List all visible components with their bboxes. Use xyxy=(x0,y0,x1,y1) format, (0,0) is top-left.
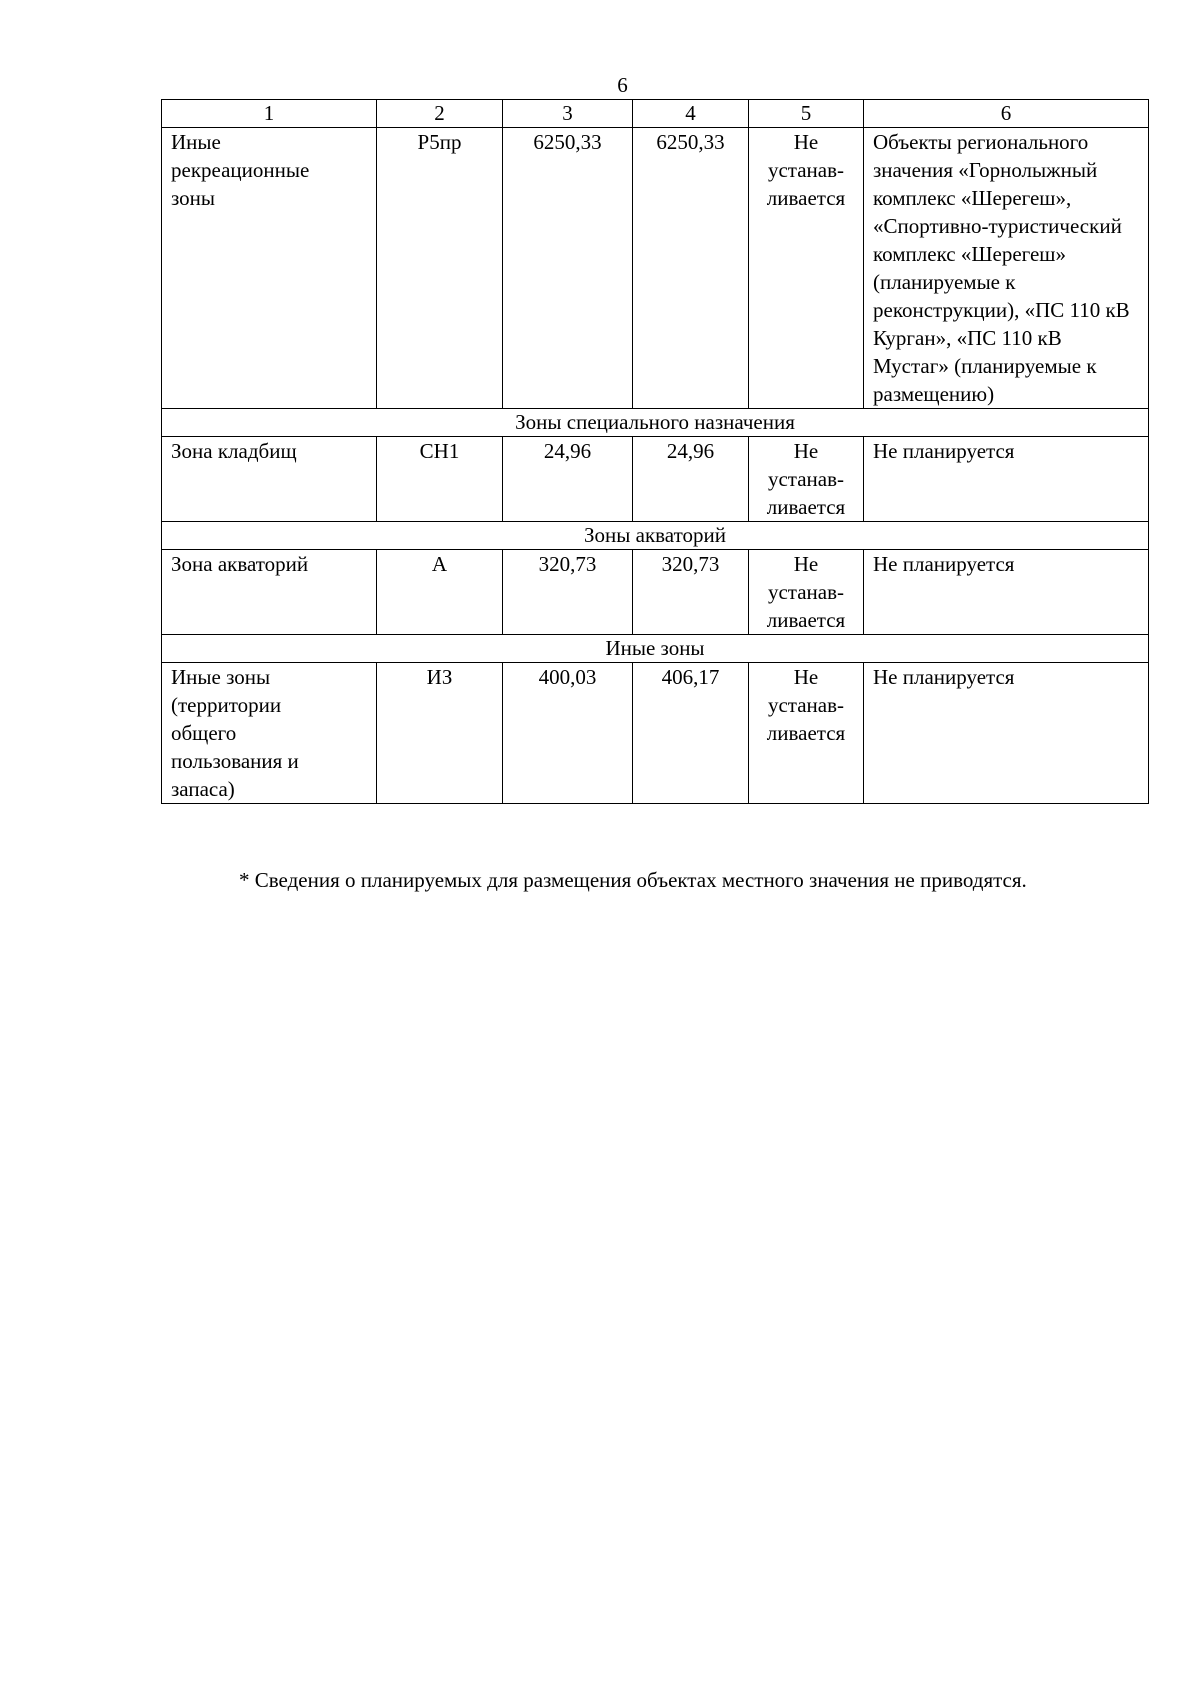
zone-name: Иные зоны (территории общего пользования и запаса) xyxy=(162,663,377,804)
section-row xyxy=(162,635,1149,663)
header-col-5: 5 xyxy=(749,100,864,128)
zone-name: Иные рекреационные зоны xyxy=(162,128,377,409)
section-row xyxy=(162,409,1149,437)
zone-area-current: 400,03 xyxy=(503,663,633,804)
zone-area-current: 320,73 xyxy=(503,550,633,635)
section-row xyxy=(162,522,1149,550)
header-row xyxy=(162,100,1149,128)
zone-area-current: 24,96 xyxy=(503,437,633,522)
page-number: 6 xyxy=(617,73,628,97)
zone-code: А xyxy=(377,550,503,635)
zone-area-planned: 406,17 xyxy=(633,663,749,804)
table-row xyxy=(162,663,1149,804)
section-title-special: Зоны специального назначения xyxy=(162,409,1149,437)
header-col-4: 4 xyxy=(633,100,749,128)
zone-name: Зона кладбищ xyxy=(162,437,377,522)
zone-objects: Объекты регионального значения «Горнолыжный комплекс «Шерегеш», «Спортивно-туристический комплекс «Шерегеш» (планируемые к реконструкции), «ПС 110 кВ Курган», «ПС 110 кВ Мустаг» (планируемые к размещению) xyxy=(864,128,1149,409)
zone-code: СН1 xyxy=(377,437,503,522)
header-col-6: 6 xyxy=(864,100,1149,128)
zone-area-planned: 6250,33 xyxy=(633,128,749,409)
zones-table xyxy=(161,99,1149,804)
table-row xyxy=(162,437,1149,522)
zone-objects: Не планируется xyxy=(864,663,1149,804)
zone-code: ИЗ xyxy=(377,663,503,804)
zone-param: Не устанав- ливается xyxy=(749,663,864,804)
zone-area-planned: 24,96 xyxy=(633,437,749,522)
table-row xyxy=(162,128,1149,409)
header-col-3: 3 xyxy=(503,100,633,128)
zone-area-current: 6250,33 xyxy=(503,128,633,409)
zone-param: Не устанав- ливается xyxy=(749,550,864,635)
zone-objects: Не планируется xyxy=(864,550,1149,635)
zone-code: Р5пр xyxy=(377,128,503,409)
section-title-other: Иные зоны xyxy=(162,635,1149,663)
zone-param: Не устанав- ливается xyxy=(749,128,864,409)
zone-param: Не устанав- ливается xyxy=(749,437,864,522)
zone-name: Зона акваторий xyxy=(162,550,377,635)
footnote: * Сведения о планируемых для размещения объектах местного значения не приводятся. xyxy=(239,868,1027,892)
zone-objects: Не планируется xyxy=(864,437,1149,522)
section-title-water: Зоны акваторий xyxy=(162,522,1149,550)
zone-area-planned: 320,73 xyxy=(633,550,749,635)
header-col-2: 2 xyxy=(377,100,503,128)
table-row xyxy=(162,550,1149,635)
header-col-1: 1 xyxy=(162,100,377,128)
